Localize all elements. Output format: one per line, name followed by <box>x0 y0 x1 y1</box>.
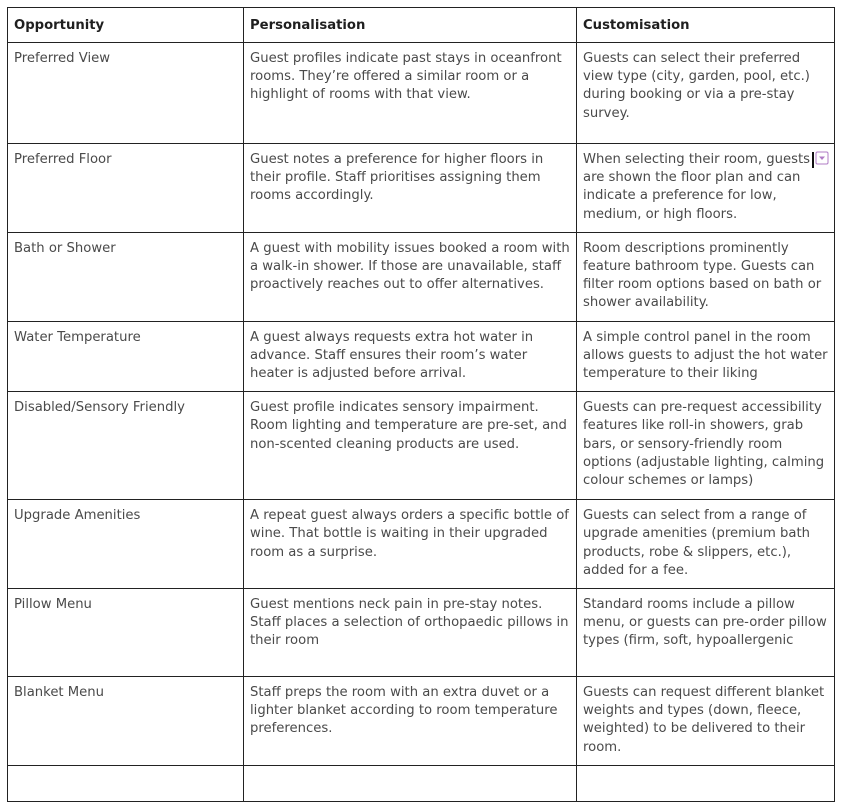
table-row <box>8 43 835 144</box>
header-personalisation[interactable]: Personalisation <box>244 8 577 43</box>
cell-customisation[interactable]: A simple control panel in the room allows guests to adjust the hot water temperature to their liking <box>577 321 835 392</box>
table-row-partial <box>8 765 835 801</box>
text-cursor <box>812 152 814 168</box>
cell-opportunity[interactable]: Preferred Floor <box>8 144 244 233</box>
header-opportunity[interactable]: Opportunity <box>8 8 244 43</box>
active-cell-content <box>583 151 828 224</box>
cell-personalisation[interactable]: Guest mentions neck pain in pre-stay notes. Staff places a selection of orthopaedic pillows in their room <box>244 589 577 677</box>
cell-customisation[interactable]: Guests can select their preferred view type (city, garden, pool, etc.) during booking or via a pre-stay survey. <box>577 43 835 144</box>
cell-personalisation[interactable]: Guest profile indicates sensory impairment. Room lighting and temperature are pre-set, and non-scented cleaning products are used. <box>244 392 577 500</box>
table-row <box>8 144 835 233</box>
cell-personalisation[interactable]: Staff preps the room with an extra duvet or a lighter blanket according to room temperature preferences. <box>244 677 577 766</box>
cell-personalisation[interactable]: A guest always requests extra hot water in advance. Staff ensures their room’s water heater is adjusted before arrival. <box>244 321 577 392</box>
cell-customisation[interactable]: Room descriptions prominently feature bathroom type. Guests can filter room options based on bath or shower availability. <box>577 232 835 321</box>
header-customisation[interactable]: Customisation <box>577 8 835 43</box>
cell-opportunity[interactable]: Disabled/Sensory Friendly <box>8 392 244 500</box>
cell-personalisation[interactable]: A repeat guest always orders a specific bottle of wine. That bottle is waiting in their upgraded room as a surprise. <box>244 500 577 589</box>
cell-customisation-active[interactable] <box>577 144 835 233</box>
table-header-row <box>8 8 835 43</box>
cell-customisation[interactable]: Guests can select from a range of upgrade amenities (premium bath products, robe & slippers, etc.), added for a fee. <box>577 500 835 589</box>
table-row <box>8 589 835 677</box>
opportunity-table <box>7 7 835 802</box>
cell-personalisation[interactable]: A guest with mobility issues booked a room with a walk-in shower. If those are unavailable, staff proactively reaches out to offer alternatives. <box>244 232 577 321</box>
table-row <box>8 500 835 589</box>
comment-dropdown-icon[interactable] <box>815 151 829 165</box>
cell-customisation[interactable]: Standard rooms include a pillow menu, or guests can pre-order pillow types (firm, soft, hypoallergenic <box>577 589 835 677</box>
cell-personalisation[interactable]: Guest notes a preference for higher floors in their profile. Staff prioritises assigning them rooms accordingly. <box>244 144 577 233</box>
cell-customisation-text: When selecting their room, guests are shown the floor plan and can indicate a preference for low, medium, or high floors. <box>583 152 811 222</box>
cell-opportunity[interactable] <box>8 765 244 801</box>
cell-opportunity[interactable]: Upgrade Amenities <box>8 500 244 589</box>
cell-opportunity[interactable]: Blanket Menu <box>8 677 244 766</box>
cell-opportunity[interactable]: Pillow Menu <box>8 589 244 677</box>
cell-opportunity[interactable]: Preferred View <box>8 43 244 144</box>
table-row <box>8 232 835 321</box>
table-row <box>8 392 835 500</box>
cell-customisation[interactable] <box>577 765 835 801</box>
cell-opportunity[interactable]: Bath or Shower <box>8 232 244 321</box>
opportunity-table-sheet <box>7 7 834 802</box>
cell-customisation[interactable]: Guests can pre-request accessibility features like roll-in showers, grab bars, or sensory-friendly room options (adjustable lighting, calming colour schemes or lamps) <box>577 392 835 500</box>
cell-personalisation[interactable]: Guest profiles indicate past stays in oceanfront rooms. They’re offered a similar room or a highlight of rooms with that view. <box>244 43 577 144</box>
cell-opportunity[interactable]: Water Temperature <box>8 321 244 392</box>
cell-personalisation[interactable] <box>244 765 577 801</box>
cell-customisation[interactable]: Guests can request different blanket weights and types (down, fleece, weighted) to be delivered to their room. <box>577 677 835 766</box>
table-row <box>8 321 835 392</box>
table-row <box>8 677 835 766</box>
